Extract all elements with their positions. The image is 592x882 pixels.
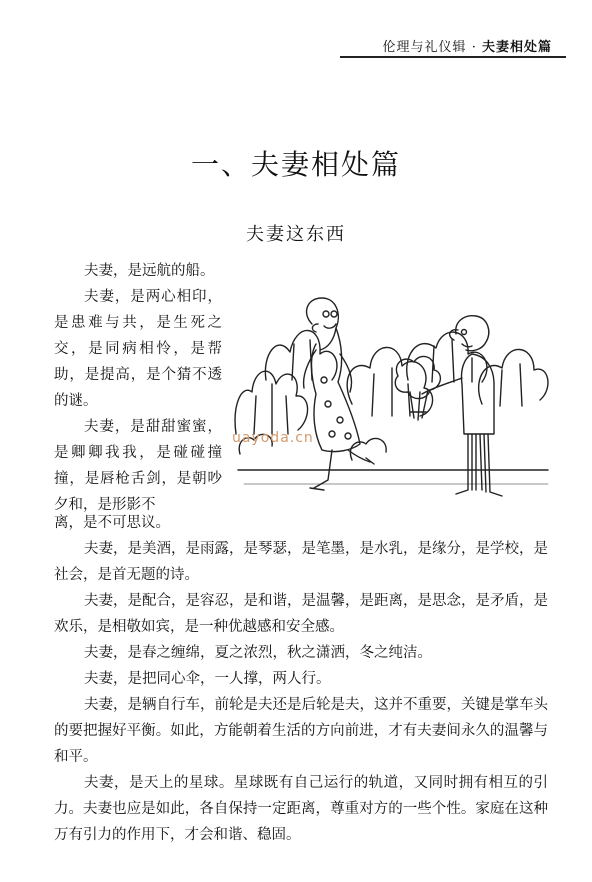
- running-header-text: [383, 36, 552, 55]
- running-header: [0, 0, 592, 60]
- couple-cartoon-illustration: [232, 284, 552, 516]
- tree-line: [235, 330, 548, 484]
- man-figure: [395, 316, 502, 496]
- paragraph-3-continued: 离，是不可思议。: [54, 515, 170, 531]
- paragraph-8: 夫妻，是辆自行车，前轮是夫还是后轮是夫，这并不重要，关键是掌车头的要把握好平衡。如此，方能朝着生活的方向前进，才有夫妻间永久的温馨与和平。: [54, 697, 548, 765]
- header-book-name: 伦理与礼仪辑: [382, 40, 467, 55]
- watermark: uayoda.cn: [232, 430, 314, 446]
- header-separator: ·: [471, 40, 477, 55]
- paragraph-9: 夫妻，是天上的星球。星球既有自己运行的轨道，又同时拥有相互的引力。夫妻也应是如此，各自保持一定距离，尊重对方的一些个性。家庭在这种万有引力的作用下，才会和谐、稳固。: [54, 775, 548, 843]
- paragraph-6: 夫妻，是春之缠绵，夏之浓烈，秋之潇洒，冬之纯洁。: [84, 645, 432, 661]
- woman-figure: [304, 298, 374, 490]
- paragraph-4: 夫妻，是美酒，是雨露，是琴瑟，是笔墨，是水乳，是缘分，是学校，是社会，是首无题的诗。: [54, 541, 548, 583]
- paragraph-5: 夫妻，是配合，是容忍，是和谐，是温馨，是距离，是思念，是矛盾，是欢乐，是相敬如宾，是一种优越感和安全感。: [54, 593, 548, 635]
- paragraph-2: 夫妻，是两心相印，是患难与共，是生死之交，是同病相怜，是帮助，是提高，是个猜不透的谜。: [54, 289, 222, 409]
- section-title: 夫妻这东西: [246, 224, 346, 245]
- header-rule: [340, 56, 566, 58]
- body-text-full: [54, 510, 548, 848]
- paragraph-7: 夫妻，是把同心伞，一人撑，两人行。: [84, 671, 331, 687]
- paragraph-3: 夫妻，是甜甜蜜蜜，是卿卿我我，是碰碰撞撞，是唇枪舌剑，是朝吵夕和，是形影不: [54, 419, 222, 513]
- chapter-title: 一、夫妻相处篇: [190, 148, 401, 181]
- paragraph-1: 夫妻，是远航的船。: [84, 263, 215, 279]
- header-chapter-name: 夫妻相处篇: [481, 40, 552, 55]
